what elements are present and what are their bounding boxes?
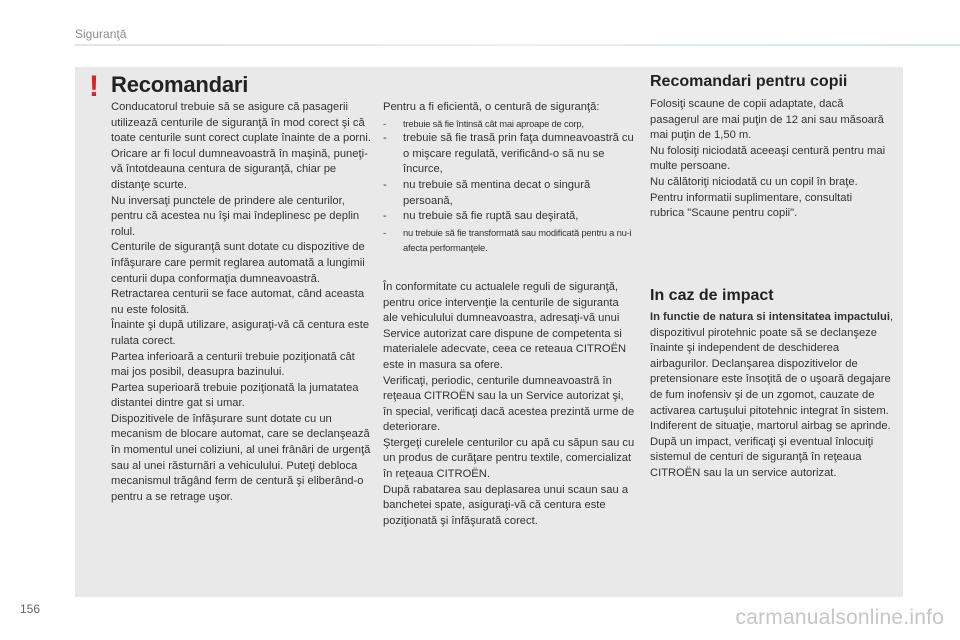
- recommendations-column-2: [383, 100, 635, 529]
- paragraph: După un impact, verificaţi şi eventual înlocuiţi sistemul de centuri de siguranţă în reţeaua CITROËN sau la un service autorizat.: [650, 435, 874, 479]
- paragraph: Oricare ar fi locul dumneavoastră în maşină, puneţi-vă întotdeauna centura de siguranţă, chiar pe distanţe scurte.: [111, 147, 368, 191]
- list-intro: Pentru a fi eficientă, o centură de siguranţă:: [383, 101, 600, 113]
- paragraph: Indiferent de situaţie, martorul airbag se aprinde.: [650, 420, 891, 433]
- paragraph: Folosiţi scaune de copii adaptate, dacă pasagerul are mai puţin de 12 ani sau măsoară mai puţin de 1,50 m.: [650, 98, 884, 142]
- page-number: 156: [20, 602, 41, 616]
- paragraph: Nu călătoriţi niciodată cu un copil în braţe.: [650, 175, 858, 188]
- paragraph: Centurile de siguranţă sunt dotate cu dispozitive de înfăşurare care permit reglarea automată a lungimii centurii dupa conformaţia dumneavoastră. Retractarea centurii se face automat, când aceasta nu este folosită.: [111, 241, 365, 316]
- paragraph: Ştergeţi curelele centurilor cu apă cu săpun sau cu un produs de curăţare pentru textile, comercializat în reţeaua CITROËN.: [383, 436, 635, 481]
- recommendations-title: Recomandari: [111, 72, 249, 97]
- paragraph: În conformitate cu actualele reguli de siguranţă, pentru orice intervenţie la centurile de siguranta ale vehiculului dumneavoastra, adresaţi-vă unui Service autorizat care dispune de competenta si materialele adecvate, ceea ce reteaua CITROËN este in masura sa ofere.: [383, 280, 627, 371]
- paragraph: După rabatarea sau deplasarea unui scaun sau a banchetei spate, asiguraţi-vă că centura este poziţionată şi înfăşurată corect.: [383, 483, 629, 527]
- list-item: - nu trebuie să mentina decat o singură persoană,: [383, 178, 635, 209]
- paragraph: Partea superioară trebuie poziţionată la jumatatea distantei dintre gat si umar.: [111, 381, 359, 410]
- header-section-title: Siguranţă: [75, 27, 127, 41]
- paragraph: Partea inferioară a centurii trebuie poziţionată cât mai jos posibil, deasupra bazinului.: [111, 350, 355, 379]
- paragraph: Nu inversaţi punctele de prindere ale centurilor, pentru că acestea nu îşi mai îndeplinesc pe deplin rolul.: [111, 194, 360, 238]
- list-item: - nu trebuie să fie transformată sau modificată pentru a nu-i afecta performanţele.: [383, 225, 635, 256]
- warning-exclamation-icon: !: [89, 70, 99, 103]
- recommendations-column-1: [111, 100, 373, 505]
- paragraph: Înainte şi după utilizare, asiguraţi-vă că centura este rulata corect.: [111, 319, 370, 347]
- bold-lead: In functie de natura si intensitatea impactului: [650, 311, 890, 323]
- paragraph: Dispozitivele de înfăşurare sunt dotate cu un mecanism de blocare automat, care se declanşează în momentul unei coliziuni, al unei frânări de urgenţă sau al unei răsturnări a vehiculului. Puteţi debloca mecanismul trăgând ferm de centură şi eliberând-o pentru a se retrage uşor.: [111, 412, 371, 503]
- impact-column: [650, 310, 895, 482]
- list-item: - trebuie să fie întinsă cât mai aproape de corp,: [383, 116, 635, 132]
- children-column: [650, 97, 888, 222]
- belt-requirements-list: [383, 116, 635, 256]
- paragraph: Conducatorul trebuie să se asigure că pasagerii utilizează centurile de siguranţă în mod corect şi că toate centurile sunt corect cuplate înainte de a porni.: [111, 101, 371, 145]
- impact-title: In caz de impact: [650, 287, 774, 304]
- header-divider: [75, 44, 960, 46]
- paragraph: [650, 310, 895, 419]
- paragraph: Verificaţi, periodic, centurile dumneavoastră în reţeaua CITROËN sau la un Service autorizat şi, în special, verificaţi dacă acestea prezintă urme de deteriorare.: [383, 374, 635, 434]
- paragraph: Nu folosiţi niciodată aceeaşi centură pentru mai multe persoane.: [650, 144, 886, 173]
- paragraph: Pentru informatii suplimentare, consultati rubrica "Scaune pentru copii".: [650, 191, 853, 220]
- children-title: Recomandari pentru copii: [650, 73, 848, 90]
- paragraph-rest: , dispozitivul pirotehnic poate să se declanşeze înainte şi independent de deschiderea airbagurilor. Declanşarea dispozitivelor de pretensionare este însoţită de o uşoară degajare de fum inofensiv şi de un zgomot, cauzate de activarea cartuşului pitotehnic integrat în sistem.: [650, 311, 894, 417]
- watermark: carmanualsonline.info: [735, 606, 944, 629]
- list-item: - nu trebuie să fie ruptă sau deşirată,: [383, 209, 635, 225]
- list-item: - trebuie să fie trasă prin faţa dumneavoastră cu o mişcare regulată, verificând-o să nu se încurce,: [383, 131, 635, 178]
